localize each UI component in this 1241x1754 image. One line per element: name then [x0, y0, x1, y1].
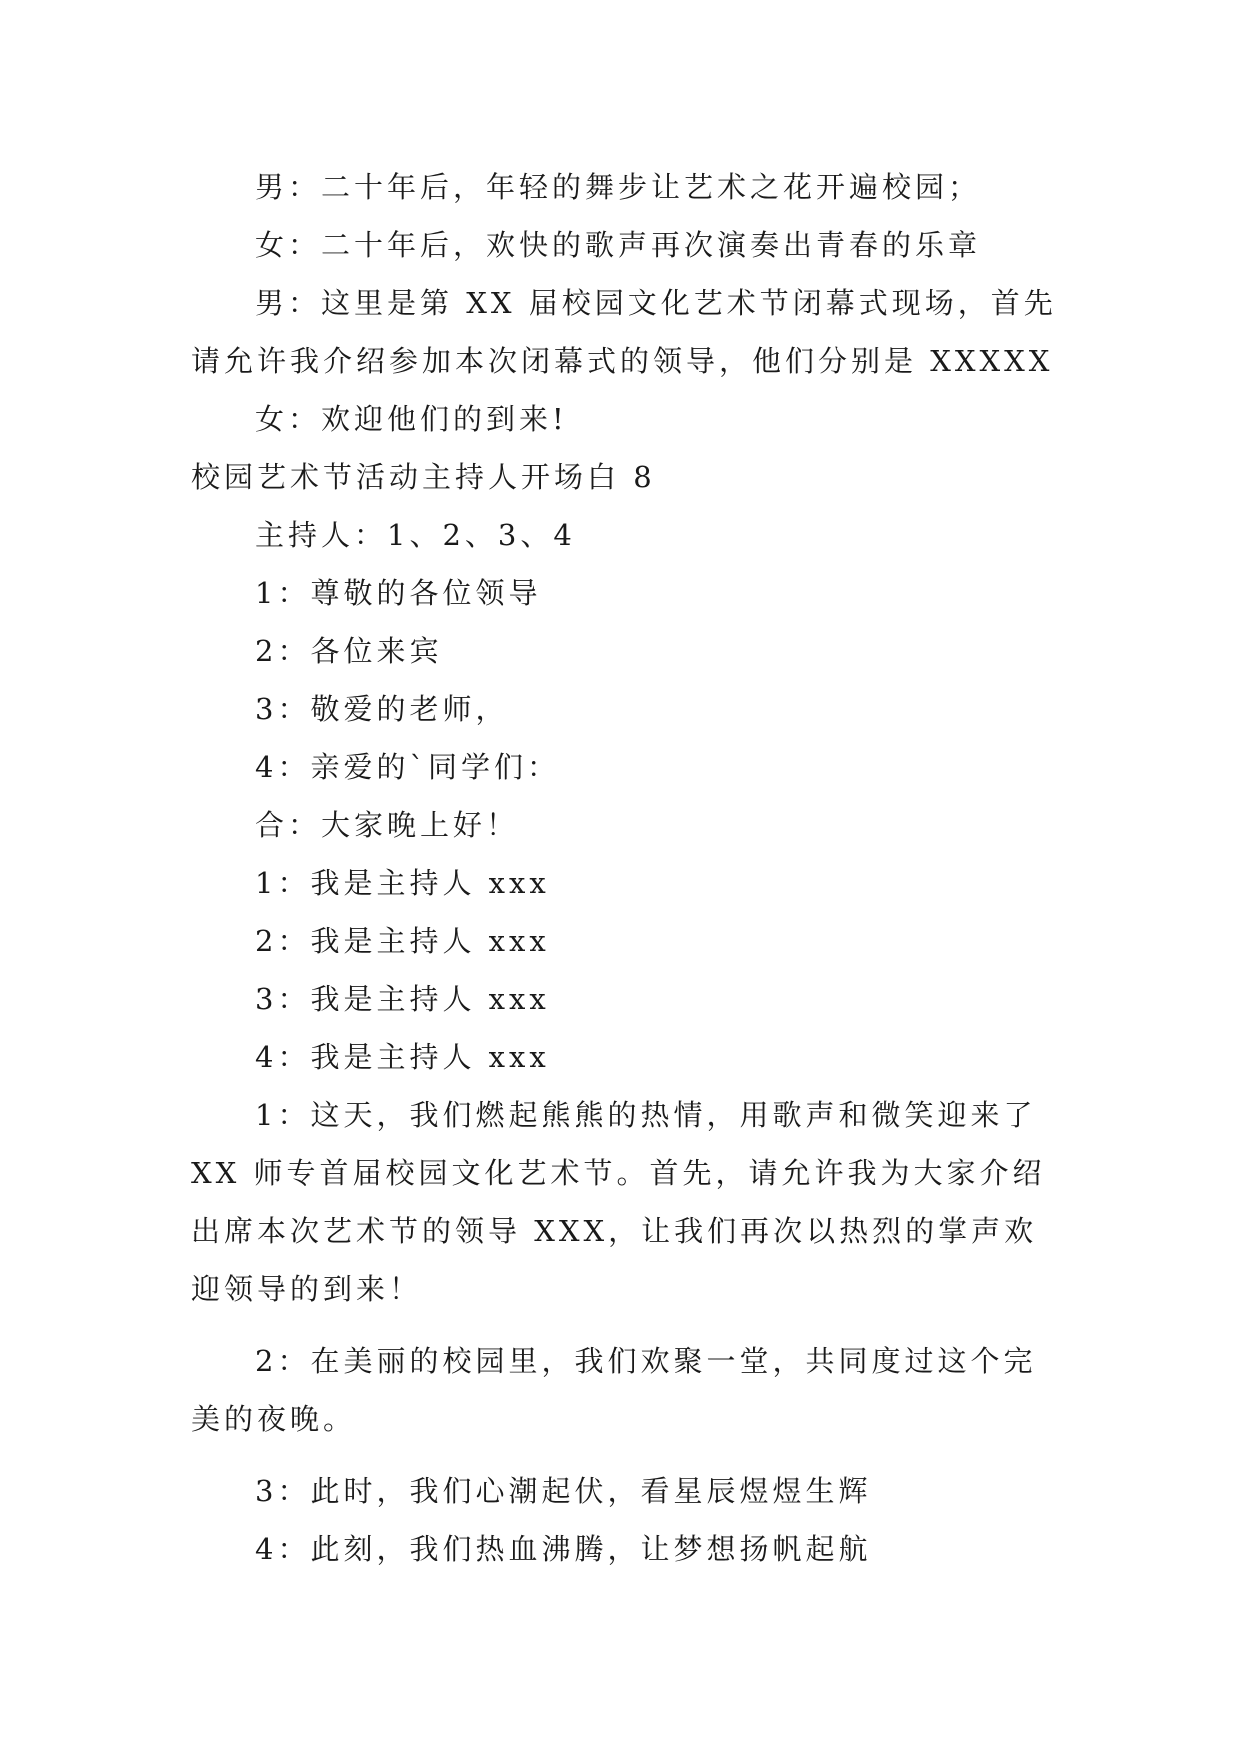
- document-body: [191, 158, 1061, 1578]
- dialogue-paragraph: 1：这天，我们燃起熊熊的热情，用歌声和微笑迎来了 XX 师专首届校园文化艺术节。首先，请允许我为大家介绍出席本次艺术节的领导 XXX，让我们再次以热烈的掌声欢迎领导的到来！: [191, 1098, 1046, 1306]
- dialogue-line: 4：我是主持人 xxx: [255, 1040, 550, 1074]
- dialogue-line: 3：此时，我们心潮起伏，看星辰煜煜生辉: [255, 1474, 872, 1508]
- dialogue-line: 4：此刻，我们热血沸腾，让梦想扬帆起航: [255, 1532, 872, 1566]
- dialogue-line: 女：二十年后，欢快的歌声再次演奏出青春的乐章: [255, 228, 982, 262]
- dialogue-line: 3：敬爱的老师，: [255, 692, 509, 726]
- dialogue-line: 2：我是主持人 xxx: [255, 924, 550, 958]
- dialogue-line: 男：二十年后，年轻的舞步让艺术之花开遍校园；: [255, 170, 982, 204]
- dialogue-line: 1：我是主持人 xxx: [255, 866, 550, 900]
- dialogue-paragraph: 男：这里是第 XX 届校园文化艺术节闭幕式现场，首先请允许我介绍参加本次闭幕式的领导，他们分别是 XXXXX: [191, 286, 1057, 378]
- section-heading: 校园艺术节活动主持人开场白 8: [191, 460, 656, 494]
- dialogue-line: 主持人：1、2、3、4: [255, 518, 576, 552]
- dialogue-line: 合：大家晚上好！: [255, 808, 520, 842]
- dialogue-line: 2：各位来宾: [255, 634, 443, 668]
- dialogue-line: 1：尊敬的各位领导: [255, 576, 542, 610]
- dialogue-line: 女：欢迎他们的到来!: [255, 402, 568, 436]
- dialogue-line: 4：亲爱的`同学们：: [255, 750, 560, 784]
- dialogue-paragraph: 2：在美丽的校园里，我们欢聚一堂，共同度过这个完美的夜晚。: [191, 1344, 1037, 1436]
- dialogue-line: 3：我是主持人 xxx: [255, 982, 550, 1016]
